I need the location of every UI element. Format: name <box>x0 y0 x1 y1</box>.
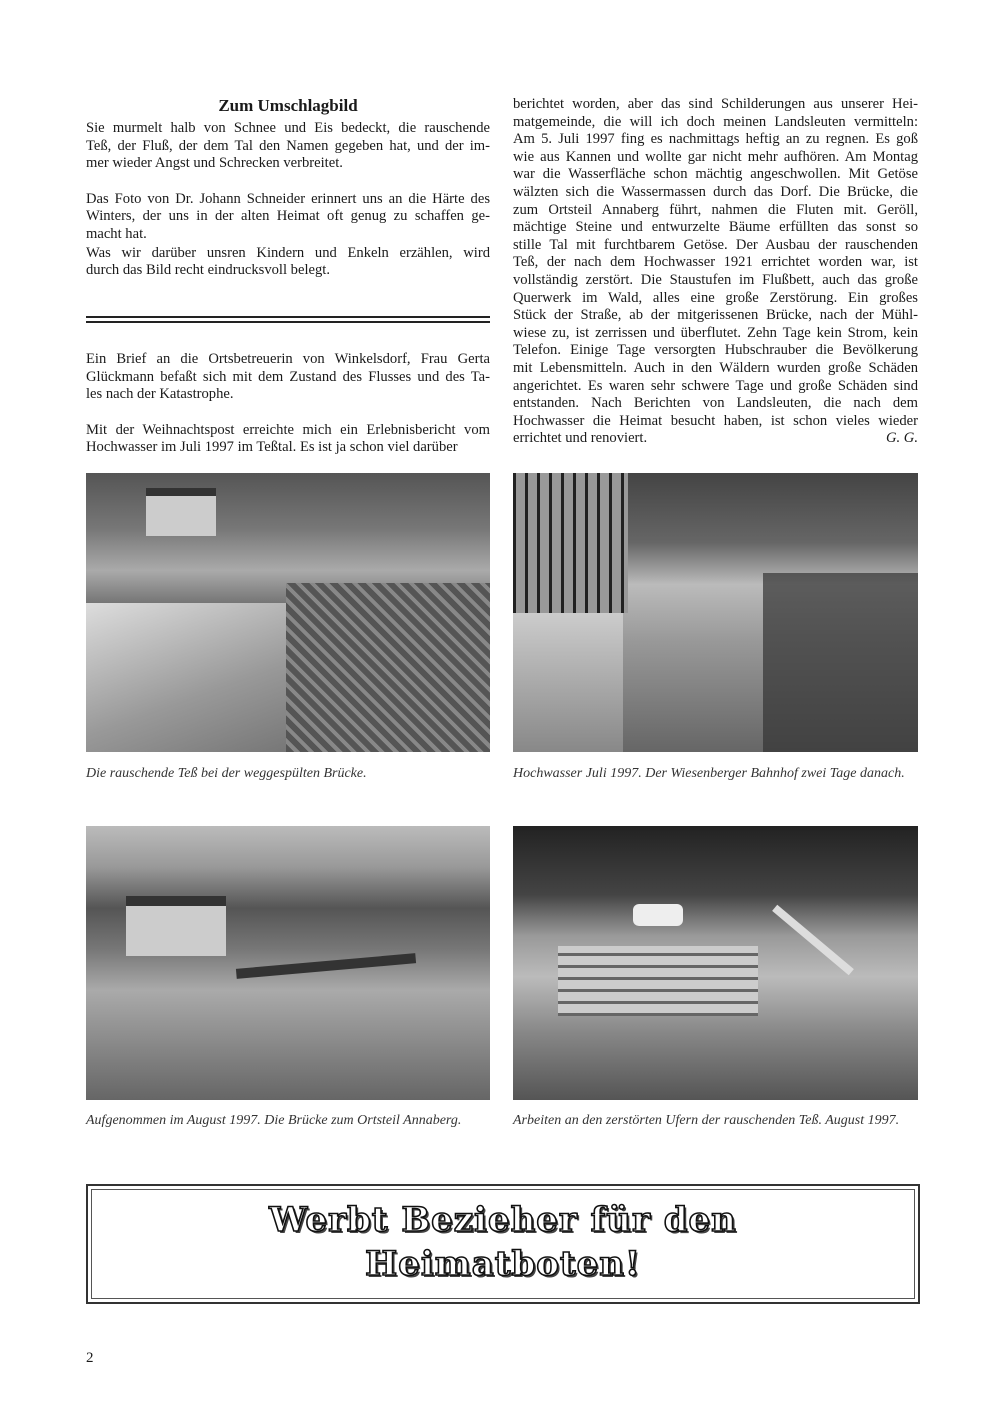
text-line: mer wieder Angst und Schrecken verbreitet. <box>86 155 343 172</box>
text-line: war die Wasserfläche schon mächtig angeschwollen. Mit Getöse <box>513 166 918 183</box>
text-line: Hochwasser die Heimat besucht haben, ist schon vieles wieder <box>513 412 918 429</box>
letter-last-line: errichtet und renoviert. <box>513 430 648 447</box>
text-line: wälzten sich die Wassermassen durch das Dorf. Die Brücke, die <box>513 183 918 200</box>
text-line: Ein Brief an die Ortsbetreuerin von Winkelsdorf, Frau Gerta <box>86 351 490 367</box>
banner-line-2: Heimatboten! <box>365 1244 641 1284</box>
photo-riverbank-works <box>513 826 918 1100</box>
photo-caption: Die rauschende Teß bei der weggespülten Brücke. <box>86 766 367 781</box>
text-line: Hochwasser im Juli 1997 im Teßtal. Es ist ja schon viel darüber <box>86 439 458 456</box>
left-column <box>86 95 490 280</box>
page-number: 2 <box>86 1350 94 1366</box>
text-line: Das Foto von Dr. Johann Schneider erinnert uns an die Härte des <box>86 190 490 207</box>
banner-line-1: Werbt Bezieher für den <box>269 1200 737 1240</box>
text-line: mit Lebensmitteln. Auch in den Wäldern wurden große Schäden <box>513 359 918 376</box>
photo-annaberg-bridge <box>86 826 490 1100</box>
text-line: Am 5. Juli 1997 fing es nachmittags heftig an zu regnen. Es goß <box>513 131 918 148</box>
text-line: mächtige Steine und entwurzelte Bäume erfüllten das sonst so <box>513 219 918 236</box>
text-line: zum Ortsteil Annaberg führt, nahmen die Fluten mit. Geröll, <box>513 201 918 218</box>
letter-intro <box>86 351 490 457</box>
photo-caption: Aufgenommen im August 1997. Die Brücke zum Ortsteil Annaberg. <box>86 1113 462 1128</box>
text-line: stille Tal mit furchtbarem Getöse. Der Ausbau der rauschenden <box>513 236 918 253</box>
text-line: entstanden. Nach Berichten von Landsleuten, die nach dem <box>513 395 918 412</box>
text-line: matgemeinde, die will ich doch meinen Landsleuten vermitteln: <box>513 113 918 130</box>
text-line: Querwerk im Wald, alles eine große Zerstörung. Ein großes <box>513 289 918 306</box>
right-column <box>513 96 918 448</box>
text-line: Telefon. Einige Tage versorgten Hubschrauber die Bevölkerung <box>513 342 918 359</box>
text-line: berichtet worden, aber das sind Schilderungen aus unserer Hei- <box>513 96 918 112</box>
photo-caption: Arbeiten an den zerstörten Ufern der rauschenden Teß. August 1997. <box>513 1113 900 1128</box>
paragraph <box>86 245 490 280</box>
letter-text <box>513 96 918 430</box>
text-line: wie aus Kannen und wollte gar nicht mehr aufhören. Am Montag <box>513 148 918 165</box>
subscriber-banner <box>86 1184 920 1304</box>
paragraph <box>86 422 490 457</box>
text-line: wiese zu, ist zerrissen und überflutet. Zehn Tage kein Strom, kein <box>513 324 918 341</box>
text-line: Teß, der Fluß, der dem Tal den Namen gegeben hat, und der im- <box>86 137 490 154</box>
letter-ending <box>513 430 918 448</box>
paragraph <box>86 191 490 244</box>
text-line: durch das Bild recht eindrucksvoll belegt. <box>86 262 330 279</box>
text-line: les nach der Katastrophe. <box>86 386 234 403</box>
text-line: Stück der Straße, ab der mitgerissenen Brücke, nach der Mühl- <box>513 307 918 324</box>
signature: G. G. <box>885 430 918 447</box>
text-line: Teß, der nach dem Hochwasser 1921 errichtet worden war, ist <box>513 254 918 271</box>
text-line: Sie murmelt halb von Schnee und Eis bedeckt, die rauschende <box>86 120 490 136</box>
cover-article-text <box>86 120 490 280</box>
photo-river-bridge <box>86 473 490 752</box>
text-line: macht hat. <box>86 225 147 242</box>
text-line: angerichtet. Es waren sehr schwere Tage und große Schäden sind <box>513 377 918 394</box>
photo-caption: Hochwasser Juli 1997. Der Wiesenberger Bahnhof zwei Tage danach. <box>513 766 905 781</box>
text-line: Glückmann befaßt sich mit dem Zustand des Flusses und des Ta- <box>86 368 490 385</box>
text-line: Mit der Weihnachtspost erreichte mich ein Erlebnisbericht vom <box>86 421 490 438</box>
letter-intro-text <box>86 351 490 457</box>
section-divider <box>86 316 490 323</box>
text-line: Was wir darüber unsren Kindern und Enkeln erzählen, wird <box>86 244 490 261</box>
text-line: Winters, der uns in der alten Heimat oft genug zu schaffen ge- <box>86 208 490 225</box>
photo-station-flood <box>513 473 918 752</box>
paragraph <box>86 351 490 404</box>
text-line: vollständig zerstört. Die Staustufen im Flußbett, auch das große <box>513 271 918 288</box>
article-title: Zum Umschlagbild <box>218 96 358 115</box>
paragraph <box>86 120 490 173</box>
